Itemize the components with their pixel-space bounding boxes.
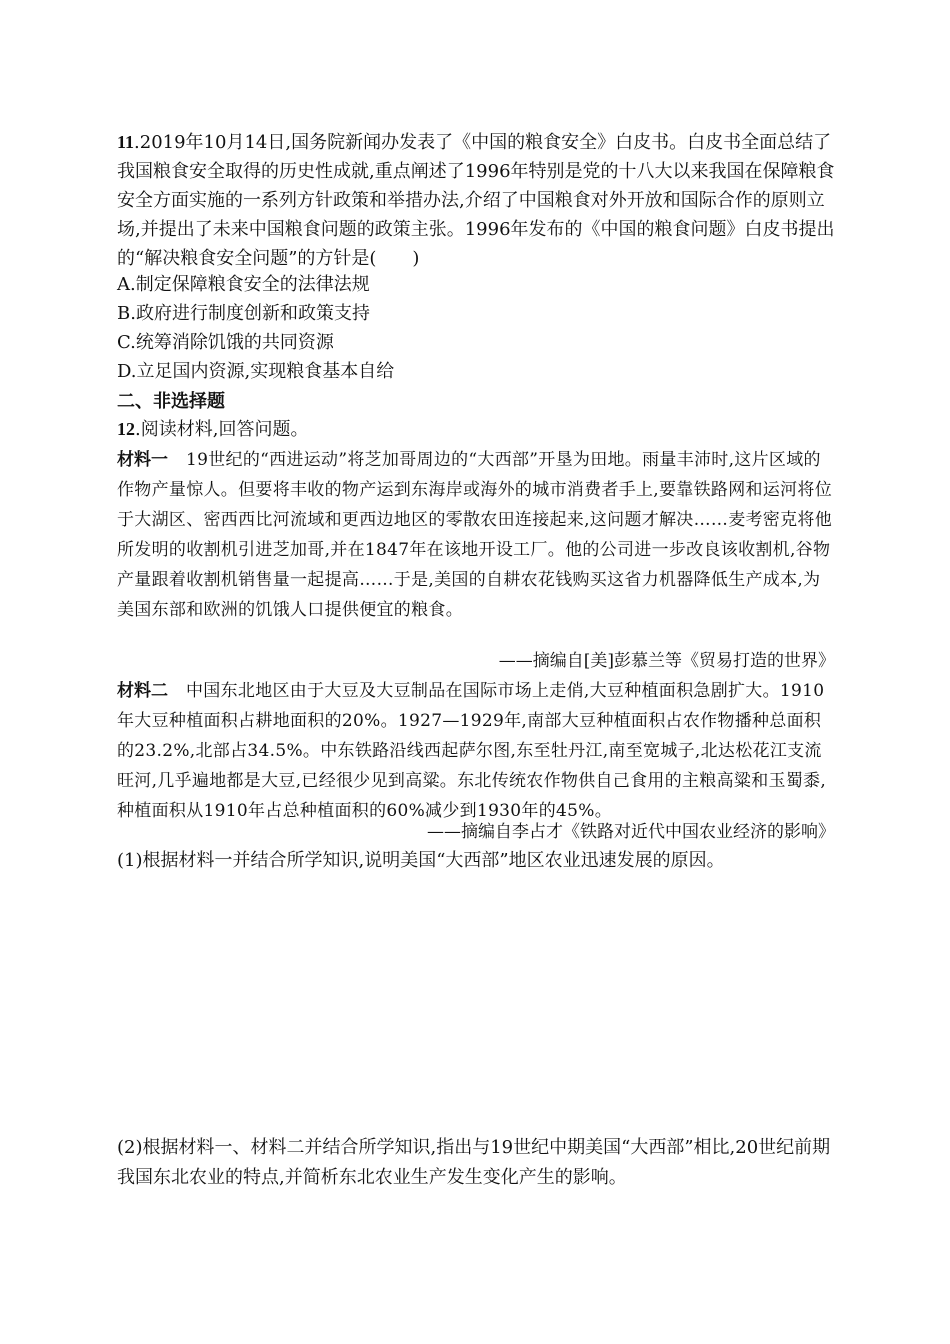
sub-question-2: (2)根据材料一、材料二并结合所学知识,指出与19世纪中期美国“大西部”相比,20世纪前期我国东北农业的特点,并简析东北农业生产发生变化产生的影响。 — [117, 1137, 831, 1188]
material-1-text: 19世纪的“西进运动”将芝加哥周边的“大西部”开垦为田地。雨量丰沛时,这片区域的作物产量惊人。但要将丰收的物产运到东海岸或海外的城市消费者手上,要靠铁路网和运河将位于大湖区、密西西比河流域和更西边地区的零散农田连接起来,这问题才解决……麦考密克将他所发明的收割机引进芝加哥,并在1847年在该地开设工厂。他的公司进一步改良该收割机,谷物产量跟着收割机销售量一起提高……于是,美国的自耕农花钱购买这省力机器降低生产成本,为美国东部和欧洲的饥饿人口提供便宜的粮食。 — [117, 450, 833, 620]
material-2-label: 材料二 — [117, 681, 168, 701]
material-2 — [117, 676, 837, 826]
option-b: B.政府进行制度创新和政策支持 — [117, 303, 370, 324]
question-11-text: .2019年10月14日,国务院新闻办发表了《中国的粮食安全》白皮书。白皮书全面总结了我国粮食安全取得的历史性成就,重点阐述了1996年特别是党的十八大以来我国在保障粮食安全方面实施的一系列方针政策和举措办法,介绍了中国粮食对外开放和国际合作的原则立场,并提出了未来中国粮食问题的政策主张。1996年发布的《中国的粮食问题》白皮书提出的“解决粮食安全问题”的方针是( ) — [117, 132, 835, 269]
material-1-source: ——摘编自[美]彭慕兰等《贸易打造的世界》 — [498, 651, 835, 671]
question-11-number: 11 — [117, 132, 135, 152]
material-2-source: ——摘编自李占才《铁路对近代中国农业经济的影响》 — [427, 822, 835, 842]
material-1-label: 材料一 — [117, 450, 168, 470]
material-2-text: 中国东北地区由于大豆及大豆制品在国际市场上走俏,大豆种植面积急剧扩大。1910年大豆种植面积占耕地面积的20%。1927—1929年,南部大豆种植面积占农作物播种总面积的23.2%,北部占34.5%。中东铁路沿线西起萨尔图,东至牡丹江,南至宽城子,北达松花江支流旺河,几乎遍地都是大豆,已经很少见到高粱。东北传统农作物供自己食用的主粮高粱和玉蜀黍,种植面积从1910年占总种植面积的60%减少到1930年的45%。 — [117, 681, 827, 821]
question-12-stem — [117, 415, 308, 444]
sub-question-1: (1)根据材料一并结合所学知识,说明美国“大西部”地区农业迅速发展的原因。 — [117, 850, 725, 871]
question-12-text: .阅读材料,回答问题。 — [135, 419, 309, 440]
option-d: D.立足国内资源,实现粮食基本自给 — [117, 361, 395, 382]
option-a: A.制定保障粮食安全的法律法规 — [117, 274, 370, 295]
question-11-stem — [117, 128, 835, 273]
question-12-number: 12 — [117, 419, 135, 439]
section-title: 二、非选择题 — [117, 391, 225, 412]
material-1 — [117, 445, 837, 625]
option-c: C.统筹消除饥饿的共同资源 — [117, 332, 334, 353]
